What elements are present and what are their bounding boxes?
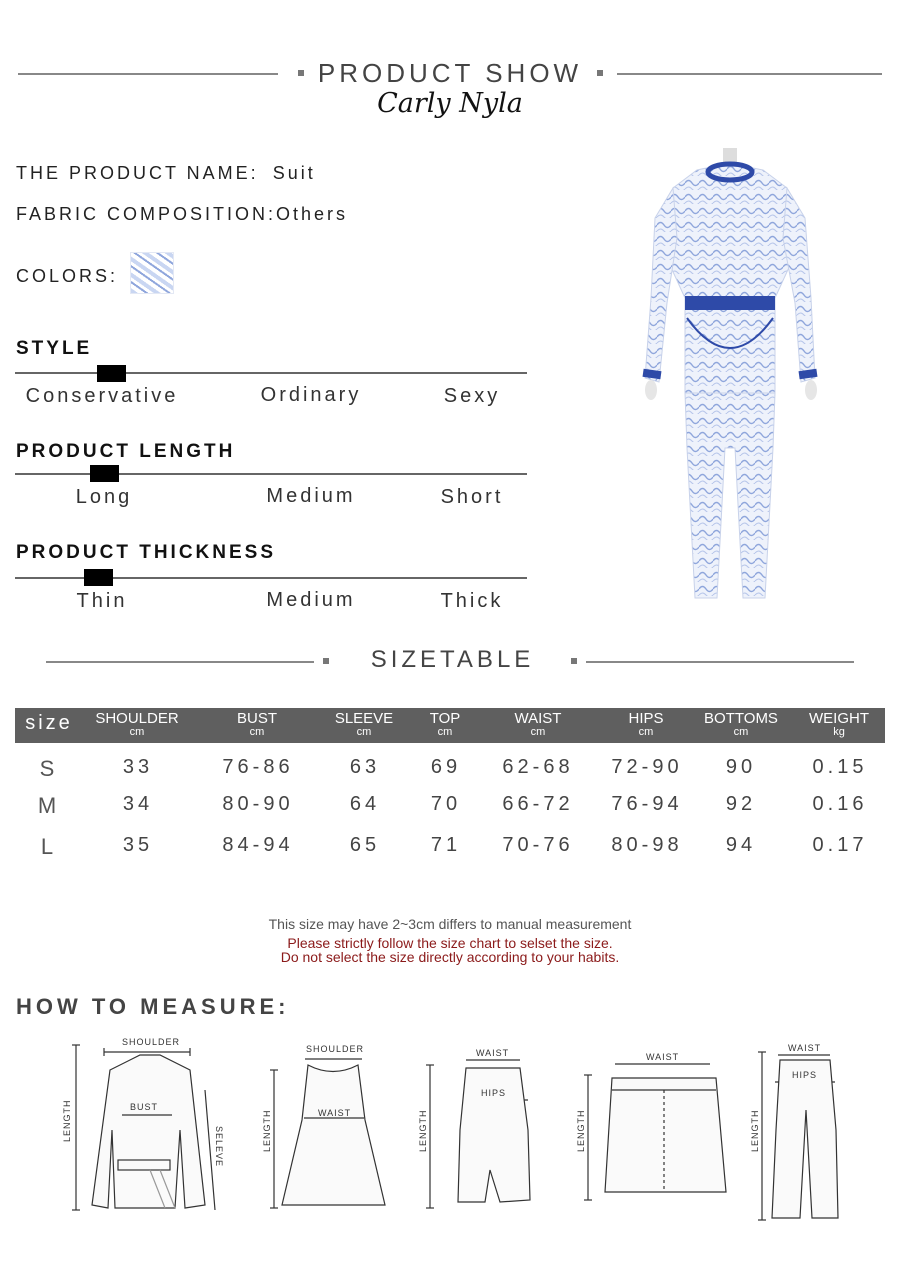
size-label-cell: M <box>37 793 57 818</box>
col-shoulder: SHOULDER cm <box>95 710 179 738</box>
jacket-length-label: LENGTH <box>62 1099 72 1142</box>
thickness-title: PRODUCT THICKNESS <box>16 542 277 563</box>
size-value-cell: 66-72 <box>502 793 574 815</box>
product-photo <box>615 148 875 608</box>
size-table-header <box>15 708 885 743</box>
size-value-cell: 0.16 <box>812 793 868 815</box>
fabric-row <box>16 204 348 225</box>
brand-logo: Carly Nyla <box>377 88 523 119</box>
col-bottoms: BOTTOMS cm <box>704 710 778 738</box>
color-swatch-blue-print[interactable] <box>130 252 174 294</box>
shorts-diagram <box>584 1064 726 1200</box>
style-marker <box>97 365 126 382</box>
length-option-medium: Medium <box>266 485 356 507</box>
how-to-measure-title: HOW TO MEASURE: <box>16 994 290 1019</box>
pants-length-label: LENGTH <box>750 1109 760 1152</box>
page-title: PRODUCT SHOW <box>317 58 583 88</box>
dress-length-label: LENGTH <box>262 1109 272 1152</box>
skirt-length-label: LENGTH <box>418 1109 428 1152</box>
style-title: STYLE <box>16 338 93 359</box>
mannequin-outfit <box>643 148 818 598</box>
size-value-cell: 33 <box>122 756 154 778</box>
jacket-shoulder-label: SHOULDER <box>122 1037 181 1047</box>
size-value-cell: 69 <box>430 756 462 778</box>
header-dot-right <box>597 70 603 76</box>
size-value-cell: 62-68 <box>502 756 574 778</box>
size-label-cell: S <box>39 756 55 781</box>
sizetable-line-right <box>586 661 854 663</box>
sizetable-line-left <box>46 661 314 663</box>
size-value-cell: 34 <box>122 793 154 815</box>
colors-label: COLORS: <box>16 266 119 286</box>
col-size: size <box>25 712 73 734</box>
col-sleeve: SLEEVE cm <box>334 710 394 738</box>
dress-shoulder-label: SHOULDER <box>306 1044 365 1054</box>
style-option-conservative: Conservative <box>25 385 179 407</box>
size-value-cell: 84-94 <box>222 834 294 856</box>
product-name-row <box>16 163 316 184</box>
col-waist: WAIST cm <box>514 710 562 738</box>
size-value-cell: 76-86 <box>222 756 294 778</box>
fabric-value: Others <box>276 204 349 224</box>
size-value-cell: 90 <box>725 756 757 778</box>
size-value-cell: 0.15 <box>812 756 868 778</box>
skirt-waist-label: WAIST <box>476 1048 510 1058</box>
thickness-option-thick: Thick <box>440 590 504 612</box>
size-value-cell: 70 <box>430 793 462 815</box>
size-value-cell: 80-90 <box>222 793 294 815</box>
note-habits: Do not select the size directly according to your habits. <box>280 949 620 965</box>
jacket-diagram <box>72 1045 215 1210</box>
dress-waist-label: WAIST <box>318 1108 352 1118</box>
size-value-cell: 63 <box>349 756 381 778</box>
col-weight: WEIGHT kg <box>809 710 869 738</box>
size-value-cell: 70-76 <box>502 834 574 856</box>
skirt-hips-label: HIPS <box>481 1088 507 1098</box>
sizetable-dot-left <box>323 658 329 664</box>
size-value-cell: 76-94 <box>611 793 683 815</box>
length-option-long: Long <box>75 486 133 508</box>
jacket-bust-label: BUST <box>130 1102 159 1112</box>
size-label-cell: L <box>40 834 54 859</box>
style-option-ordinary: Ordinary <box>260 384 362 406</box>
col-top: TOP cm <box>429 710 461 738</box>
thickness-marker <box>84 569 113 586</box>
size-value-cell: 80-98 <box>611 834 683 856</box>
pants-hips-label: HIPS <box>792 1070 818 1080</box>
product-name-label: THE PRODUCT NAME: <box>16 163 259 183</box>
measure-diagrams <box>0 1030 900 1230</box>
style-option-sexy: Sexy <box>443 385 501 407</box>
product-name-value: Suit <box>272 163 316 183</box>
shorts-waist-label: WAIST <box>646 1052 680 1062</box>
size-value-cell: 72-90 <box>611 756 683 778</box>
sizetable-dot-right <box>571 658 577 664</box>
size-value-cell: 64 <box>349 793 381 815</box>
style-scale-line <box>15 372 527 374</box>
sizetable-title: SIZETABLE <box>370 646 535 673</box>
jacket-sleeve-label: SELEVE <box>214 1126 224 1168</box>
length-marker <box>90 465 119 482</box>
thickness-option-medium: Medium <box>266 589 356 611</box>
fabric-label: FABRIC COMPOSITION: <box>16 204 277 224</box>
size-value-cell: 35 <box>122 834 154 856</box>
col-hips: HIPS cm <box>628 710 664 738</box>
skirt-diagram <box>426 1060 530 1208</box>
note-measurement: This size may have 2~3cm differs to manual measurement <box>268 916 632 932</box>
header-line-right <box>617 73 882 75</box>
size-value-cell: 71 <box>430 834 462 856</box>
note-follow-chart: Please strictly follow the size chart to selset the size. <box>287 935 613 951</box>
shorts-length-label: LENGTH <box>576 1109 586 1152</box>
thickness-option-thin: Thin <box>76 590 128 612</box>
size-value-cell: 65 <box>349 834 381 856</box>
dress-diagram <box>270 1059 385 1208</box>
col-bust: BUST cm <box>236 710 277 738</box>
length-option-short: Short <box>440 486 504 508</box>
size-value-cell: 0.17 <box>812 834 868 856</box>
pants-waist-label: WAIST <box>788 1043 822 1053</box>
size-value-cell: 92 <box>725 793 757 815</box>
length-title: PRODUCT LENGTH <box>16 441 236 462</box>
size-value-cell: 94 <box>725 834 757 856</box>
